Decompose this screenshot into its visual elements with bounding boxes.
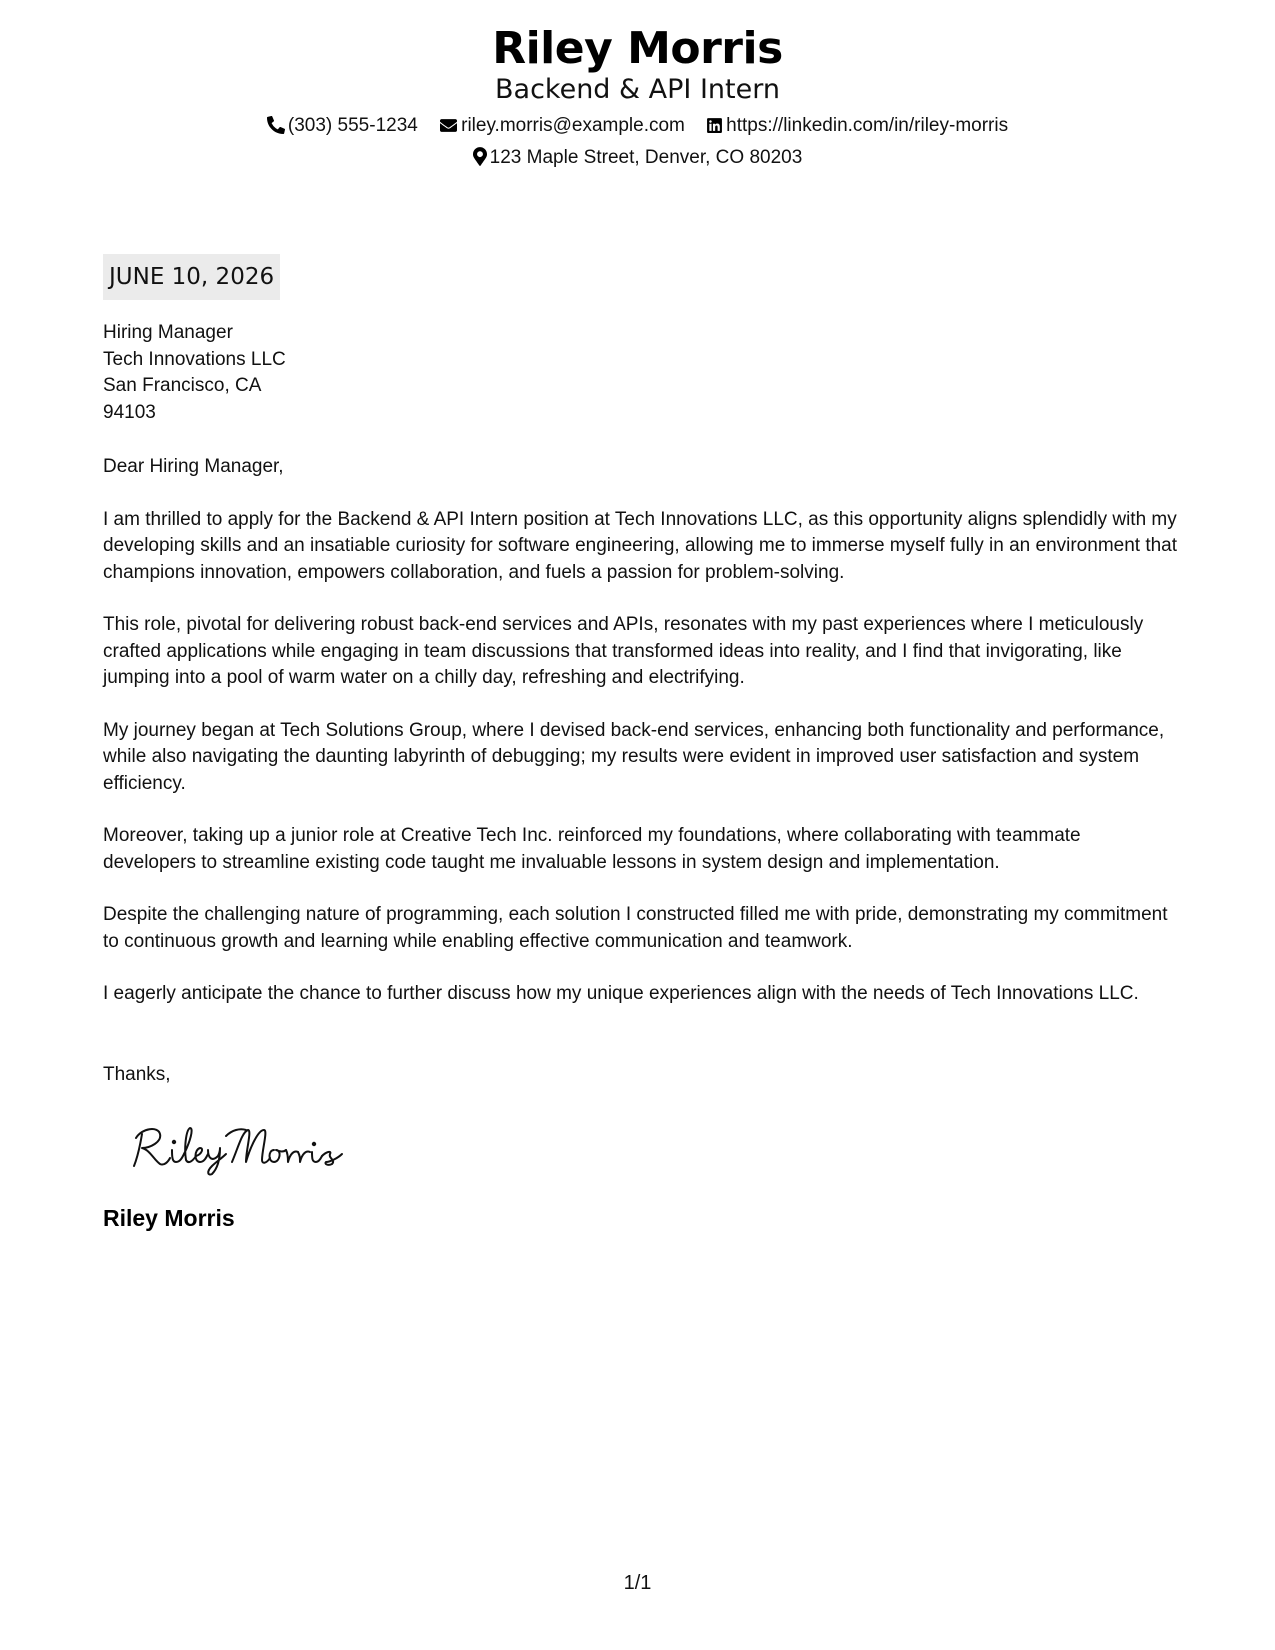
email-contact[interactable] <box>439 114 685 138</box>
page-number: 1/1 <box>623 1572 652 1594</box>
email-text[interactable]: riley.morris@example.com <box>461 115 685 136</box>
recipient-block <box>103 320 286 426</box>
address-contact <box>473 146 803 170</box>
recipient-title: Hiring Manager <box>103 322 233 343</box>
envelope-icon <box>439 117 458 134</box>
map-marker-icon <box>473 147 487 166</box>
recipient-city: San Francisco, CA <box>103 375 262 396</box>
body-paragraph: This role, pivotal for delivering robust back-end services and APIs, resonates with my past experiences where I meticulously crafted applications while engaging in team discussions that transformed ideas into reality, and I find that invigorating, like jumping into a pool of warm water on a chilly day, refreshing and electrifying. <box>103 614 1144 688</box>
body-paragraph: Despite the challenging nature of programming, each solution I constructed filled me with pride, demonstrating my commitment to continuous growth and learning while enabling effective communication and teamwork. <box>103 904 1168 952</box>
linkedin-url[interactable]: https://linkedin.com/in/riley-morris <box>726 115 1009 136</box>
contact-row <box>0 114 1275 138</box>
signer-name: Riley Morris <box>103 1205 235 1231</box>
linkedin-icon <box>706 117 723 134</box>
body-paragraph: I eagerly anticipate the chance to further discuss how my unique experiences align with the needs of Tech Innovations LLC. <box>103 983 1139 1004</box>
body-paragraph: I am thrilled to apply for the Backend & API Intern position at Tech Innovations LLC, as this opportunity aligns splendidly with my developing skills and an insatiable curiosity for software engineering, allowing me to immerse myself fully in an environment that champions innovation, empowers collaboration, and fuels a passion for problem-solving. <box>103 508 1178 583</box>
applicant-name: Riley Morris <box>492 23 783 74</box>
salutation: Dear Hiring Manager, <box>103 456 284 477</box>
recipient-zip: 94103 <box>103 401 156 423</box>
phone-contact <box>267 114 418 138</box>
letter-date: JUNE 10, 2026 <box>103 254 280 300</box>
body-paragraph: My journey began at Tech Solutions Group, where I devised back-end services, enhancing both functionality and performance, while also navigating the daunting labyrinth of debugging; my results were evident in improved user satisfaction and system efficiency. <box>103 719 1165 794</box>
applicant-role: Backend & API Intern <box>495 74 780 105</box>
handwritten-signature <box>128 1118 348 1178</box>
closing: Thanks, <box>103 1064 171 1085</box>
phone-icon <box>267 116 285 134</box>
recipient-company: Tech Innovations LLC <box>103 348 286 370</box>
address-text: 123 Maple Street, Denver, CO 80203 <box>489 147 803 168</box>
letter-body <box>103 454 1178 1034</box>
address-row <box>0 146 1275 170</box>
linkedin-contact[interactable] <box>706 114 1008 138</box>
body-paragraph: Moreover, taking up a junior role at Creative Tech Inc. reinforced my foundations, where collaborating with teammate developers to streamline existing code taught me invaluable lessons in system design and implementation. <box>103 825 1081 873</box>
letter-header <box>0 22 1275 170</box>
phone-text: (303) 555-1234 <box>287 115 418 136</box>
